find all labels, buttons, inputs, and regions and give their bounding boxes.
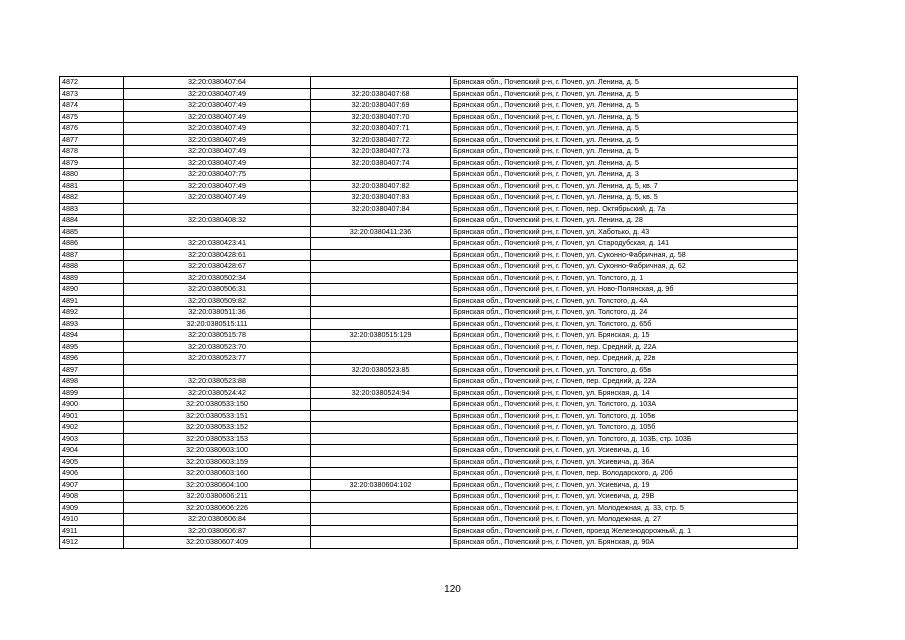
address-cell: Брянская обл., Почепский р-н, г. Почеп, проезд Железнодорожный, д. 1 <box>451 525 798 537</box>
building-cadastral-cell <box>311 215 451 227</box>
building-cadastral-cell: 32:20:0380524:94 <box>311 387 451 399</box>
table-row <box>60 203 798 215</box>
row-number-cell: 4895 <box>60 341 124 353</box>
building-cadastral-cell: 32:20:0380407:82 <box>311 180 451 192</box>
building-cadastral-cell <box>311 468 451 480</box>
parcel-cadastral-cell: 32:20:0380606:84 <box>124 514 311 526</box>
address-cell: Брянская обл., Почепский р-н, г. Почеп, ул. Ленина, д. 5 <box>451 88 798 100</box>
address-cell: Брянская обл., Почепский р-н, г. Почеп, ул. Толстого, д. 1 <box>451 272 798 284</box>
address-cell: Брянская обл., Почепский р-н, г. Почеп, ул. Ленина, д. 5 <box>451 77 798 89</box>
parcel-cadastral-cell: 32:20:0380407:49 <box>124 123 311 135</box>
address-cell: Брянская обл., Почепский р-н, г. Почеп, ул. Толстого, д. 65б <box>451 318 798 330</box>
table-row <box>60 456 798 468</box>
table-row <box>60 146 798 158</box>
table-row <box>60 353 798 365</box>
row-number-cell: 4887 <box>60 249 124 261</box>
address-cell: Брянская обл., Почепский р-н, г. Почеп, ул. Суконно-Фабричная, д. 58 <box>451 249 798 261</box>
parcel-cadastral-cell: 32:20:0380515:111 <box>124 318 311 330</box>
building-cadastral-cell <box>311 249 451 261</box>
row-number-cell: 4896 <box>60 353 124 365</box>
table-row <box>60 387 798 399</box>
parcel-cadastral-cell: 32:20:0380407:64 <box>124 77 311 89</box>
address-cell: Брянская обл., Почепский р-н, г. Почеп, ул. Толстого, д. 24 <box>451 307 798 319</box>
parcel-cadastral-cell: 32:20:0380428:61 <box>124 249 311 261</box>
table-row <box>60 422 798 434</box>
building-cadastral-cell: 32:20:0380407:69 <box>311 100 451 112</box>
parcel-cadastral-cell: 32:20:0380533:150 <box>124 399 311 411</box>
table-row <box>60 295 798 307</box>
table-row <box>60 157 798 169</box>
building-cadastral-cell <box>311 272 451 284</box>
row-number-cell: 4876 <box>60 123 124 135</box>
address-cell: Брянская обл., Почепский р-н, г. Почеп, ул. Суконно-Фабричная, д. 62 <box>451 261 798 273</box>
building-cadastral-cell <box>311 376 451 388</box>
table-row <box>60 123 798 135</box>
parcel-cadastral-cell: 32:20:0380523:77 <box>124 353 311 365</box>
table-row <box>60 479 798 491</box>
row-number-cell: 4877 <box>60 134 124 146</box>
table-row <box>60 180 798 192</box>
table-row <box>60 111 798 123</box>
address-cell: Брянская обл., Почепский р-н, г. Почеп, ул. Ленина, д. 5 <box>451 134 798 146</box>
building-cadastral-cell <box>311 399 451 411</box>
address-cell: Брянская обл., Почепский р-н, г. Почеп, ул. Ленина, д. 5 <box>451 146 798 158</box>
row-number-cell: 4911 <box>60 525 124 537</box>
building-cadastral-cell <box>311 307 451 319</box>
building-cadastral-cell <box>311 502 451 514</box>
building-cadastral-cell: 32:20:0380523:85 <box>311 364 451 376</box>
building-cadastral-cell: 32:20:0380407:72 <box>311 134 451 146</box>
row-number-cell: 4883 <box>60 203 124 215</box>
table-row <box>60 88 798 100</box>
address-cell: Брянская обл., Почепский р-н, г. Почеп, ул. Толстого, д. 4А <box>451 295 798 307</box>
address-cell: Брянская обл., Почепский р-н, г. Почеп, ул. Брянская, д. 15 <box>451 330 798 342</box>
parcel-cadastral-cell: 32:20:0380523:70 <box>124 341 311 353</box>
building-cadastral-cell <box>311 422 451 434</box>
parcel-cadastral-cell: 32:20:0380533:151 <box>124 410 311 422</box>
parcel-cadastral-cell: 32:20:0380606:87 <box>124 525 311 537</box>
table-row <box>60 376 798 388</box>
row-number-cell: 4885 <box>60 226 124 238</box>
row-number-cell: 4892 <box>60 307 124 319</box>
building-cadastral-cell <box>311 77 451 89</box>
parcel-cadastral-cell: 32:20:0380523:88 <box>124 376 311 388</box>
table-row <box>60 399 798 411</box>
building-cadastral-cell <box>311 295 451 307</box>
table-row <box>60 238 798 250</box>
address-cell: Брянская обл., Почепский р-н, г. Почеп, ул. Усиевича, д. 16 <box>451 445 798 457</box>
row-number-cell: 4878 <box>60 146 124 158</box>
parcel-cadastral-cell: 32:20:0380407:49 <box>124 88 311 100</box>
table-row <box>60 468 798 480</box>
address-cell: Брянская обл., Почепский р-н, г. Почеп, ул. Толстого, д. 105в <box>451 410 798 422</box>
row-number-cell: 4905 <box>60 456 124 468</box>
parcel-cadastral-cell: 32:20:0380509:82 <box>124 295 311 307</box>
table-row <box>60 364 798 376</box>
address-cell: Брянская обл., Почепский р-н, г. Почеп, ул. Ленина, д. 3 <box>451 169 798 181</box>
row-number-cell: 4897 <box>60 364 124 376</box>
parcel-cadastral-cell: 32:20:0380407:75 <box>124 169 311 181</box>
row-number-cell: 4888 <box>60 261 124 273</box>
table-row <box>60 272 798 284</box>
building-cadastral-cell: 32:20:0380407:68 <box>311 88 451 100</box>
row-number-cell: 4884 <box>60 215 124 227</box>
building-cadastral-cell: 32:20:0380604:102 <box>311 479 451 491</box>
table-row <box>60 525 798 537</box>
building-cadastral-cell: 32:20:0380407:83 <box>311 192 451 204</box>
parcel-cadastral-cell: 32:20:0380604:100 <box>124 479 311 491</box>
address-cell: Брянская обл., Почепский р-н, г. Почеп, пер. Октябрьский, д. 7а <box>451 203 798 215</box>
row-number-cell: 4886 <box>60 238 124 250</box>
address-cell: Брянская обл., Почепский р-н, г. Почеп, ул. Толстого, д. 103Б, стр. 103Б <box>451 433 798 445</box>
row-number-cell: 4900 <box>60 399 124 411</box>
address-cell: Брянская обл., Почепский р-н, г. Почеп, ул. Брянская, д. 90А <box>451 537 798 549</box>
parcel-cadastral-cell: 32:20:0380407:49 <box>124 111 311 123</box>
parcel-cadastral-cell: 32:20:0380407:49 <box>124 180 311 192</box>
building-cadastral-cell <box>311 514 451 526</box>
building-cadastral-cell <box>311 537 451 549</box>
address-cell: Брянская обл., Почепский р-н, г. Почеп, пер. Средний, д. 22в <box>451 353 798 365</box>
building-cadastral-cell <box>311 491 451 503</box>
parcel-cadastral-cell: 32:20:0380524:42 <box>124 387 311 399</box>
table-row <box>60 134 798 146</box>
parcel-cadastral-cell: 32:20:0380606:226 <box>124 502 311 514</box>
row-number-cell: 4909 <box>60 502 124 514</box>
parcel-cadastral-cell: 32:20:0380506:31 <box>124 284 311 296</box>
address-cell: Брянская обл., Почепский р-н, г. Почеп, пер. Володарского, д. 20б <box>451 468 798 480</box>
parcel-cadastral-cell: 32:20:0380502:34 <box>124 272 311 284</box>
building-cadastral-cell <box>311 169 451 181</box>
table-row <box>60 445 798 457</box>
building-cadastral-cell: 32:20:0380515:129 <box>311 330 451 342</box>
parcel-cadastral-cell: 32:20:0380603:100 <box>124 445 311 457</box>
parcel-cadastral-cell: 32:20:0380603:160 <box>124 468 311 480</box>
address-cell: Брянская обл., Почепский р-н, г. Почеп, ул. Толстого, д. 105б <box>451 422 798 434</box>
row-number-cell: 4874 <box>60 100 124 112</box>
parcel-cadastral-cell: 32:20:0380511:36 <box>124 307 311 319</box>
address-cell: Брянская обл., Почепский р-н, г. Почеп, ул. Хаботько, д. 43 <box>451 226 798 238</box>
table-row <box>60 410 798 422</box>
table-row <box>60 77 798 89</box>
row-number-cell: 4890 <box>60 284 124 296</box>
row-number-cell: 4902 <box>60 422 124 434</box>
address-cell: Брянская обл., Почепский р-н, г. Почеп, ул. Ново-Полянская, д. 9б <box>451 284 798 296</box>
row-number-cell: 4880 <box>60 169 124 181</box>
table-row <box>60 192 798 204</box>
building-cadastral-cell: 32:20:0380411:236 <box>311 226 451 238</box>
parcel-cadastral-cell: 32:20:0380407:49 <box>124 100 311 112</box>
building-cadastral-cell <box>311 445 451 457</box>
parcel-cadastral-cell: 32:20:0380407:49 <box>124 157 311 169</box>
address-cell: Брянская обл., Почепский р-н, г. Почеп, ул. Молодежная, д. 27 <box>451 514 798 526</box>
table-row <box>60 169 798 181</box>
address-cell: Брянская обл., Почепский р-н, г. Почеп, ул. Ленина, д. 5, кв. 5 <box>451 192 798 204</box>
row-number-cell: 4904 <box>60 445 124 457</box>
building-cadastral-cell: 32:20:0380407:71 <box>311 123 451 135</box>
table-row <box>60 433 798 445</box>
building-cadastral-cell <box>311 456 451 468</box>
parcel-cadastral-cell: 32:20:0380607:409 <box>124 537 311 549</box>
row-number-cell: 4908 <box>60 491 124 503</box>
building-cadastral-cell <box>311 353 451 365</box>
row-number-cell: 4881 <box>60 180 124 192</box>
building-cadastral-cell <box>311 238 451 250</box>
row-number-cell: 4889 <box>60 272 124 284</box>
address-cell: Брянская обл., Почепский р-н, г. Почеп, ул. Усиевича, д. 36А <box>451 456 798 468</box>
parcel-cadastral-cell <box>124 364 311 376</box>
address-cell: Брянская обл., Почепский р-н, г. Почеп, ул. Толстого, д. 103А <box>451 399 798 411</box>
table-row <box>60 537 798 549</box>
building-cadastral-cell: 32:20:0380407:74 <box>311 157 451 169</box>
parcel-cadastral-cell <box>124 203 311 215</box>
parcel-cadastral-cell: 32:20:0380407:49 <box>124 134 311 146</box>
row-number-cell: 4875 <box>60 111 124 123</box>
address-cell: Брянская обл., Почепский р-н, г. Почеп, ул. Ленина, д. 5 <box>451 100 798 112</box>
building-cadastral-cell <box>311 525 451 537</box>
address-cell: Брянская обл., Почепский р-н, г. Почеп, ул. Толстого, д. 65в <box>451 364 798 376</box>
parcel-cadastral-cell: 32:20:0380515:78 <box>124 330 311 342</box>
table-row <box>60 502 798 514</box>
row-number-cell: 4910 <box>60 514 124 526</box>
row-number-cell: 4903 <box>60 433 124 445</box>
address-cell: Брянская обл., Почепский р-н, г. Почеп, ул. Брянская, д. 14 <box>451 387 798 399</box>
building-cadastral-cell: 32:20:0380407:70 <box>311 111 451 123</box>
parcel-cadastral-cell: 32:20:0380603:159 <box>124 456 311 468</box>
table-row <box>60 215 798 227</box>
row-number-cell: 4891 <box>60 295 124 307</box>
address-cell: Брянская обл., Почепский р-н, г. Почеп, ул. Ленина, д. 5 <box>451 157 798 169</box>
row-number-cell: 4893 <box>60 318 124 330</box>
address-cell: Брянская обл., Почепский р-н, г. Почеп, пер. Средний, д. 22А <box>451 376 798 388</box>
address-cell: Брянская обл., Почепский р-н, г. Почеп, ул. Усиевича, д. 29В <box>451 491 798 503</box>
address-cell: Брянская обл., Почепский р-н, г. Почеп, пер. Средний, д. 22А <box>451 341 798 353</box>
table-row <box>60 341 798 353</box>
table-row <box>60 318 798 330</box>
table-row <box>60 491 798 503</box>
table-row <box>60 307 798 319</box>
address-cell: Брянская обл., Почепский р-н, г. Почеп, ул. Ленина, д. 28 <box>451 215 798 227</box>
building-cadastral-cell: 32:20:0380407:84 <box>311 203 451 215</box>
building-cadastral-cell <box>311 410 451 422</box>
registry-table-body <box>60 77 798 549</box>
building-cadastral-cell <box>311 261 451 273</box>
row-number-cell: 4901 <box>60 410 124 422</box>
building-cadastral-cell <box>311 284 451 296</box>
parcel-cadastral-cell: 32:20:0380428:67 <box>124 261 311 273</box>
table-row <box>60 284 798 296</box>
row-number-cell: 4907 <box>60 479 124 491</box>
address-cell: Брянская обл., Почепский р-н, г. Почеп, ул. Ленина, д. 5 <box>451 123 798 135</box>
building-cadastral-cell <box>311 341 451 353</box>
address-cell: Брянская обл., Почепский р-н, г. Почеп, ул. Молодежная, д. 33, стр. 5 <box>451 502 798 514</box>
row-number-cell: 4882 <box>60 192 124 204</box>
building-cadastral-cell <box>311 433 451 445</box>
address-cell: Брянская обл., Почепский р-н, г. Почеп, ул. Ленина, д. 5 <box>451 111 798 123</box>
row-number-cell: 4873 <box>60 88 124 100</box>
table-row <box>60 330 798 342</box>
row-number-cell: 4906 <box>60 468 124 480</box>
row-number-cell: 4912 <box>60 537 124 549</box>
row-number-cell: 4872 <box>60 77 124 89</box>
table-row <box>60 261 798 273</box>
address-cell: Брянская обл., Почепский р-н, г. Почеп, ул. Стародубская, д. 141 <box>451 238 798 250</box>
parcel-cadastral-cell: 32:20:0380408:32 <box>124 215 311 227</box>
page-number: 120 <box>444 584 461 595</box>
table-row <box>60 226 798 238</box>
building-cadastral-cell <box>311 318 451 330</box>
row-number-cell: 4898 <box>60 376 124 388</box>
row-number-cell: 4894 <box>60 330 124 342</box>
parcel-cadastral-cell: 32:20:0380606:211 <box>124 491 311 503</box>
parcel-cadastral-cell: 32:20:0380407:49 <box>124 146 311 158</box>
address-cell: Брянская обл., Почепский р-н, г. Почеп, ул. Усиевича, д. 19 <box>451 479 798 491</box>
building-cadastral-cell: 32:20:0380407:73 <box>311 146 451 158</box>
parcel-cadastral-cell: 32:20:0380423:41 <box>124 238 311 250</box>
parcel-cadastral-cell <box>124 226 311 238</box>
parcel-cadastral-cell: 32:20:0380407:49 <box>124 192 311 204</box>
table-row <box>60 100 798 112</box>
address-cell: Брянская обл., Почепский р-н, г. Почеп, ул. Ленина, д. 5, кв. 7 <box>451 180 798 192</box>
row-number-cell: 4879 <box>60 157 124 169</box>
row-number-cell: 4899 <box>60 387 124 399</box>
table-row <box>60 514 798 526</box>
parcel-cadastral-cell: 32:20:0380533:152 <box>124 422 311 434</box>
table-row <box>60 249 798 261</box>
parcel-cadastral-cell: 32:20:0380533:153 <box>124 433 311 445</box>
registry-table <box>59 76 798 549</box>
